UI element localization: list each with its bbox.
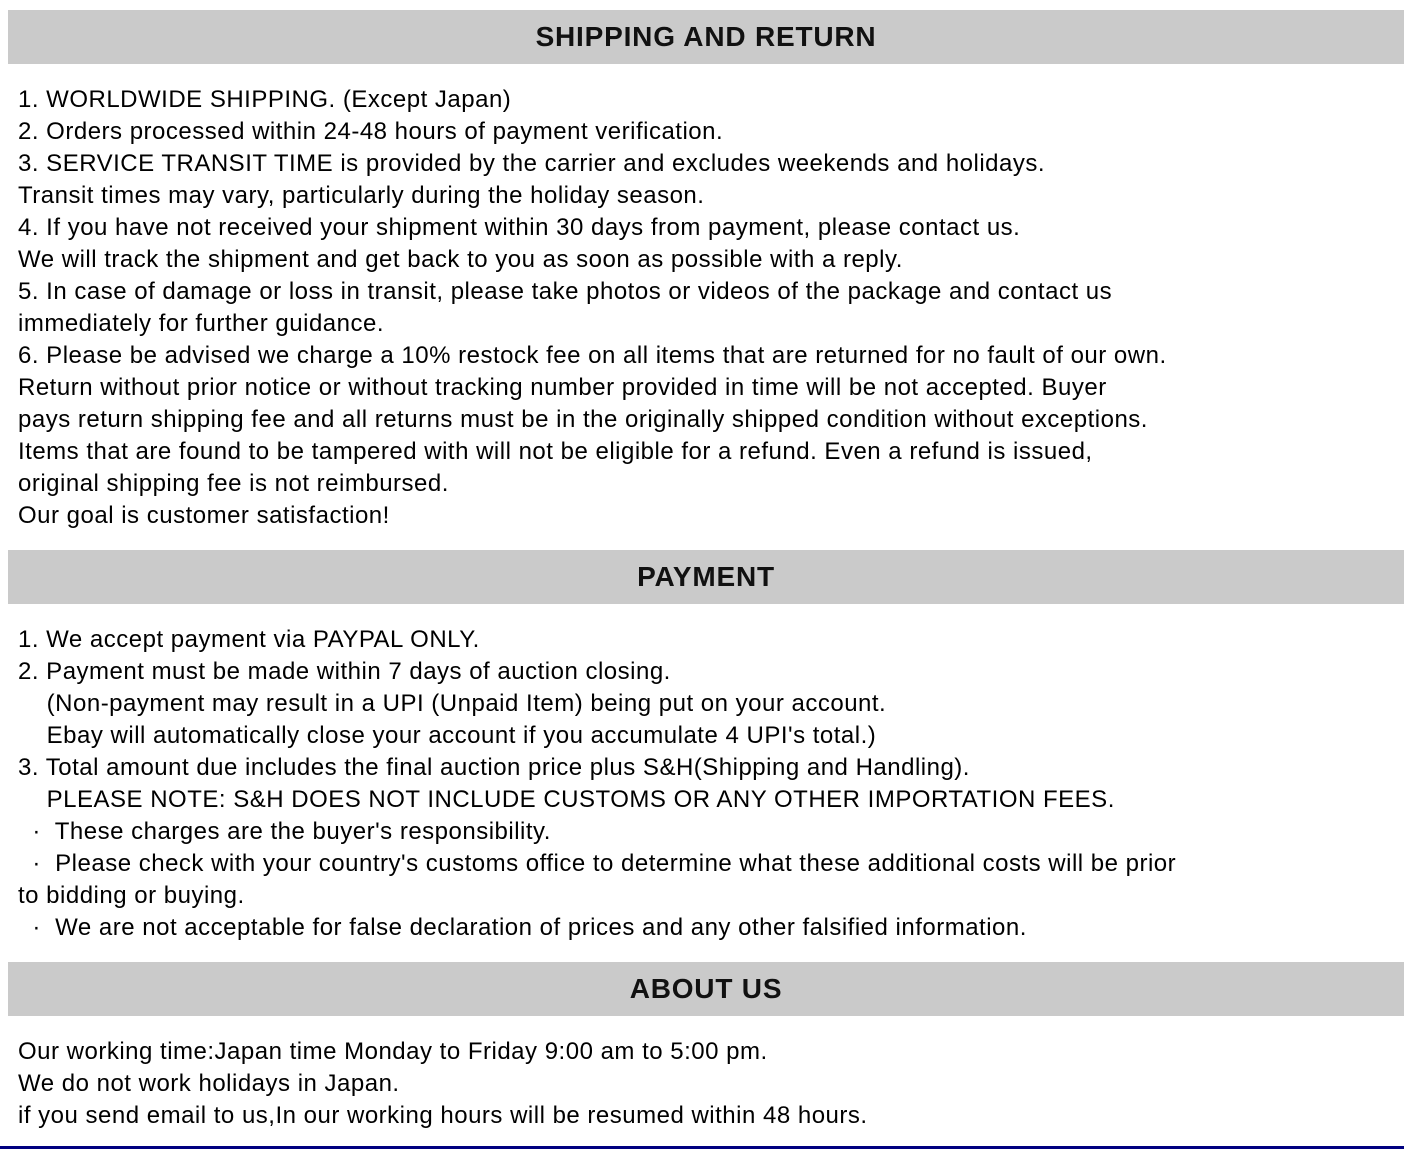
- about-us-header: [8, 962, 1404, 1016]
- shipping-and-return-title: SHIPPING AND RETURN: [535, 21, 877, 52]
- text-line: 2. Payment must be made within 7 days of auction closing.: [18, 658, 671, 685]
- text-line: original shipping fee is not reimbursed.: [18, 470, 449, 497]
- text-line: 4. If you have not received your shipment within 30 days from payment, please contact us.: [18, 214, 1021, 241]
- text-line: 3. SERVICE TRANSIT TIME is provided by the carrier and excludes weekends and holidays.: [18, 150, 1046, 177]
- text-line: We will track the shipment and get back to you as soon as possible with a reply.: [18, 246, 903, 273]
- bottom-divider-line: [0, 1146, 1404, 1149]
- text-line: 5. In case of damage or loss in transit, please take photos or videos of the package and contact us: [18, 278, 1113, 305]
- shipping-and-return-section: [0, 10, 1404, 550]
- text-line: (Non-payment may result in a UPI (Unpaid Item) being put on your account.: [18, 690, 887, 717]
- text-line: · We are not acceptable for false declaration of prices and any other falsified information.: [18, 914, 1027, 941]
- text-line: 2. Orders processed within 24-48 hours of payment verification.: [18, 118, 724, 145]
- text-line: We do not work holidays in Japan.: [18, 1070, 400, 1097]
- text-line: Ebay will automatically close your account if you accumulate 4 UPI's total.): [18, 722, 877, 749]
- text-line: Our goal is customer satisfaction!: [18, 502, 390, 529]
- text-line: to bidding or buying.: [18, 882, 245, 909]
- text-line: immediately for further guidance.: [18, 310, 384, 337]
- text-line: Items that are found to be tampered with will not be eligible for a refund. Even a refund is issued,: [18, 438, 1093, 465]
- shipping-and-return-body: [0, 64, 1404, 550]
- payment-body: [0, 604, 1404, 962]
- text-line: PLEASE NOTE: S&H DOES NOT INCLUDE CUSTOMS OR ANY OTHER IMPORTATION FEES.: [18, 786, 1115, 813]
- about-us-body: [0, 1016, 1404, 1150]
- text-line: pays return shipping fee and all returns must be in the originally shipped condition without exceptions.: [18, 406, 1148, 433]
- shipping-and-return-header: [8, 10, 1404, 64]
- text-line: Return without prior notice or without tracking number provided in time will be not accepted. Buyer: [18, 374, 1107, 401]
- text-line: 1. We accept payment via PAYPAL ONLY.: [18, 626, 480, 653]
- text-line: · These charges are the buyer's responsibility.: [18, 818, 551, 845]
- text-line: if you send email to us,In our working hours will be resumed within 48 hours.: [18, 1102, 868, 1129]
- payment-header: [8, 550, 1404, 604]
- payment-title: PAYMENT: [637, 561, 775, 592]
- text-line: · Please check with your country's customs office to determine what these additional costs will be prior: [18, 850, 1177, 877]
- text-line: 6. Please be advised we charge a 10% restock fee on all items that are returned for no fault of our own.: [18, 342, 1167, 369]
- payment-section: [0, 550, 1404, 962]
- about-us-section: [0, 962, 1404, 1150]
- about-us-title: ABOUT US: [629, 973, 783, 1004]
- text-line: 1. WORLDWIDE SHIPPING. (Except Japan): [18, 86, 512, 113]
- text-line: 3. Total amount due includes the final auction price plus S&H(Shipping and Handling).: [18, 754, 970, 781]
- text-line: Our working time:Japan time Monday to Friday 9:00 am to 5:00 pm.: [18, 1038, 768, 1065]
- text-line: Transit times may vary, particularly during the holiday season.: [18, 182, 705, 209]
